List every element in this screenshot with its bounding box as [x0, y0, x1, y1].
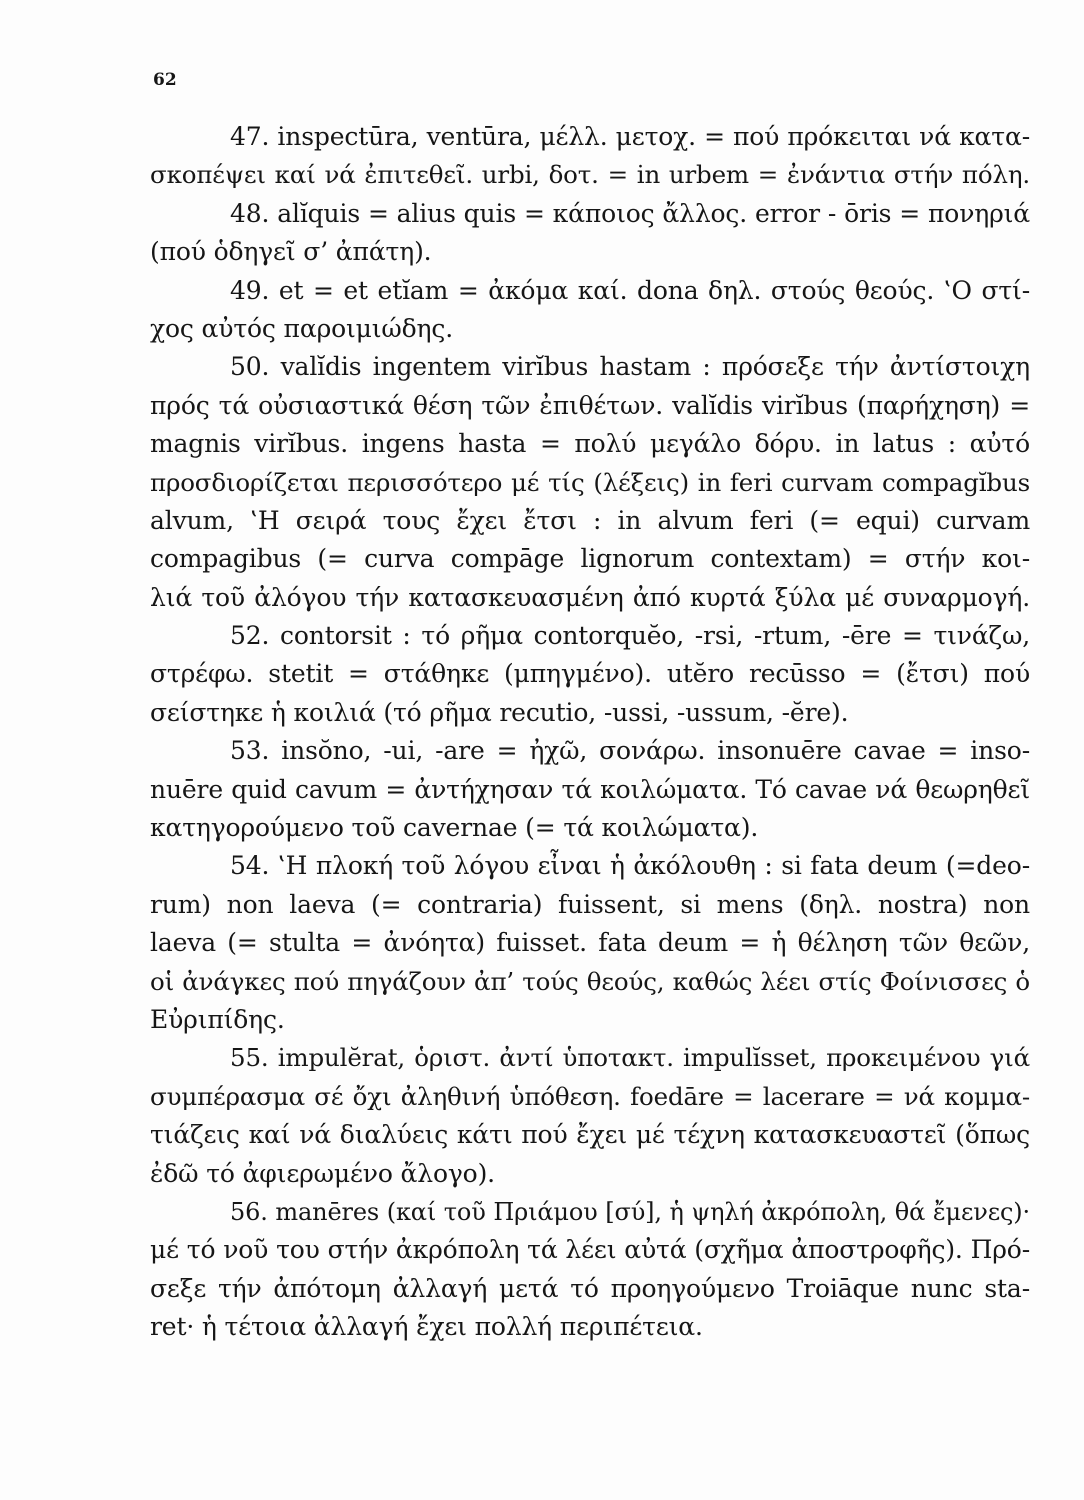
text-line: laeva (= stulta = ἀνόητα) fuisset. fata deum = ἡ θέληση τῶν θεῶν, — [150, 928, 1030, 958]
text-line: 50. valĭdis ingentem virĭbus hastam : πρόσεξε τήν ἀντίστοιχη — [230, 352, 1030, 382]
text-line: ret· ἡ τέτοια ἀλλαγή ἔχει πολλή περιπέτεια. — [150, 1312, 703, 1342]
text-line: σεξε τήν ἀπότομη ἀλλαγή μετά τό προηγούμενο Troiāque nunc sta- — [150, 1273, 1030, 1303]
text-line: 53. insŏno, -ui, -are = ἠχῶ, σονάρω. insonuēre cavae = inso- — [230, 736, 1030, 766]
text-line: λιά τοῦ ἀλόγου τήν κατασκευασμένη ἀπό κυρτά ξύλα μέ συναρμογή. — [150, 582, 1030, 612]
text-line: τιάζεις καί νά διαλύεις κάτι πού ἔχει μέ τέχνη κατασκευαστεῖ (ὅπως — [150, 1120, 1030, 1150]
text-line: οἱ ἀνάγκες πού πηγάζουν ἀπ’ τούς θεούς, καθώς λέει στίς Φοίνισσες ὁ — [150, 966, 1030, 996]
text-line: 54. ‛Η πλοκή τοῦ λόγου εἶναι ἡ ἀκόλουθη : si fata deum (=deo- — [230, 851, 1030, 881]
text-line: 47. inspectūra, ventūra, μέλλ. μετοχ. = πού πρόκειται νά κατα- — [230, 122, 1030, 151]
text-line: χος αὐτός παροιμιώδης. — [150, 313, 454, 343]
text-line: προσδιορίζεται περισσότερο μέ τίς (λέξεις) in feri curvam compagĭbus — [150, 467, 1030, 497]
text-line: magnis virĭbus. ingens hasta = πολύ μεγάλο δόρυ. in latus : αὐτό — [150, 429, 1030, 459]
text-line: Εὐριπίδης. — [150, 1004, 285, 1034]
text-line: 55. impulĕrat, ὁριστ. ἀντί ὑποτακτ. impulĭsset, προκειμένου γιά — [230, 1043, 1030, 1073]
text-line: ἐδῶ τό ἀφιερωμένο ἄλογο). — [150, 1158, 495, 1188]
text-line: 49. et = et etĭam = ἀκόμα καί. dona δηλ. στούς θεούς. ‛Ο στί- — [230, 275, 1030, 305]
text-line: συμπέρασμα σέ ὄχι ἀληθινή ὑπόθεση. foedāre = lacerare = νά κομμα- — [150, 1081, 1030, 1111]
text-line: 56. manēres (καί τοῦ Πριάμου [σύ], ἡ ψηλή ἀκρόπολη, θά ἔμενες)· — [230, 1197, 1030, 1226]
text-line: 48. alĭquis = alius quis = κάποιος ἄλλος. error - ōris = πονηριά — [230, 198, 1030, 228]
text-line: 52. contorsit : τό ρῆμα contorquĕo, -rsi, -rtum, -ēre = τινάζω, — [230, 621, 1030, 651]
text-line: (πού ὁδηγεῖ σ’ ἀπάτη). — [150, 237, 432, 267]
commentary-text — [150, 118, 1030, 1347]
text-line: στρέφω. stetit = στάθηκε (μπηγμένο). utĕro recūsso = (ἔτσι) πού — [150, 659, 1030, 689]
text-line: μέ τό νοῦ του στήν ἀκρόπολη τά λέει αὐτά (σχῆμα ἀποστροφῆς). Πρό- — [150, 1235, 1030, 1265]
text-line: σκοπέψει καί νά ἐπιτεθεῖ. urbi, δοτ. = in urbem = ἐνάντια στήν πόλη. — [150, 160, 1030, 190]
page-number: 62 — [153, 70, 177, 90]
text-line: σείστηκε ἡ κοιλιά (τό ρῆμα recutio, -ussi, -ussum, -ĕre). — [150, 697, 849, 727]
text-line: rum) non laeva (= contraria) fuissent, si mens (δηλ. nostra) non — [150, 889, 1030, 919]
text-line: alvum, ‛Η σειρά τους ἔχει ἔτσι : in alvum feri (= equi) curvam — [150, 505, 1030, 535]
text-line: nuēre quid cavum = ἀντήχησαν τά κοιλώματα. Τό cavae νά θεωρηθεῖ — [150, 774, 1030, 804]
text-line: πρός τά οὐσιαστικά θέση τῶν ἐπιθέτων. valĭdis virĭbus (παρήχηση) = — [150, 390, 1030, 420]
text-line: κατηγορούμενο τοῦ cavernae (= τά κοιλώματα). — [150, 813, 759, 843]
text-line: compagibus (= curva compāge lignorum contextam) = στήν κοι- — [150, 544, 1030, 574]
